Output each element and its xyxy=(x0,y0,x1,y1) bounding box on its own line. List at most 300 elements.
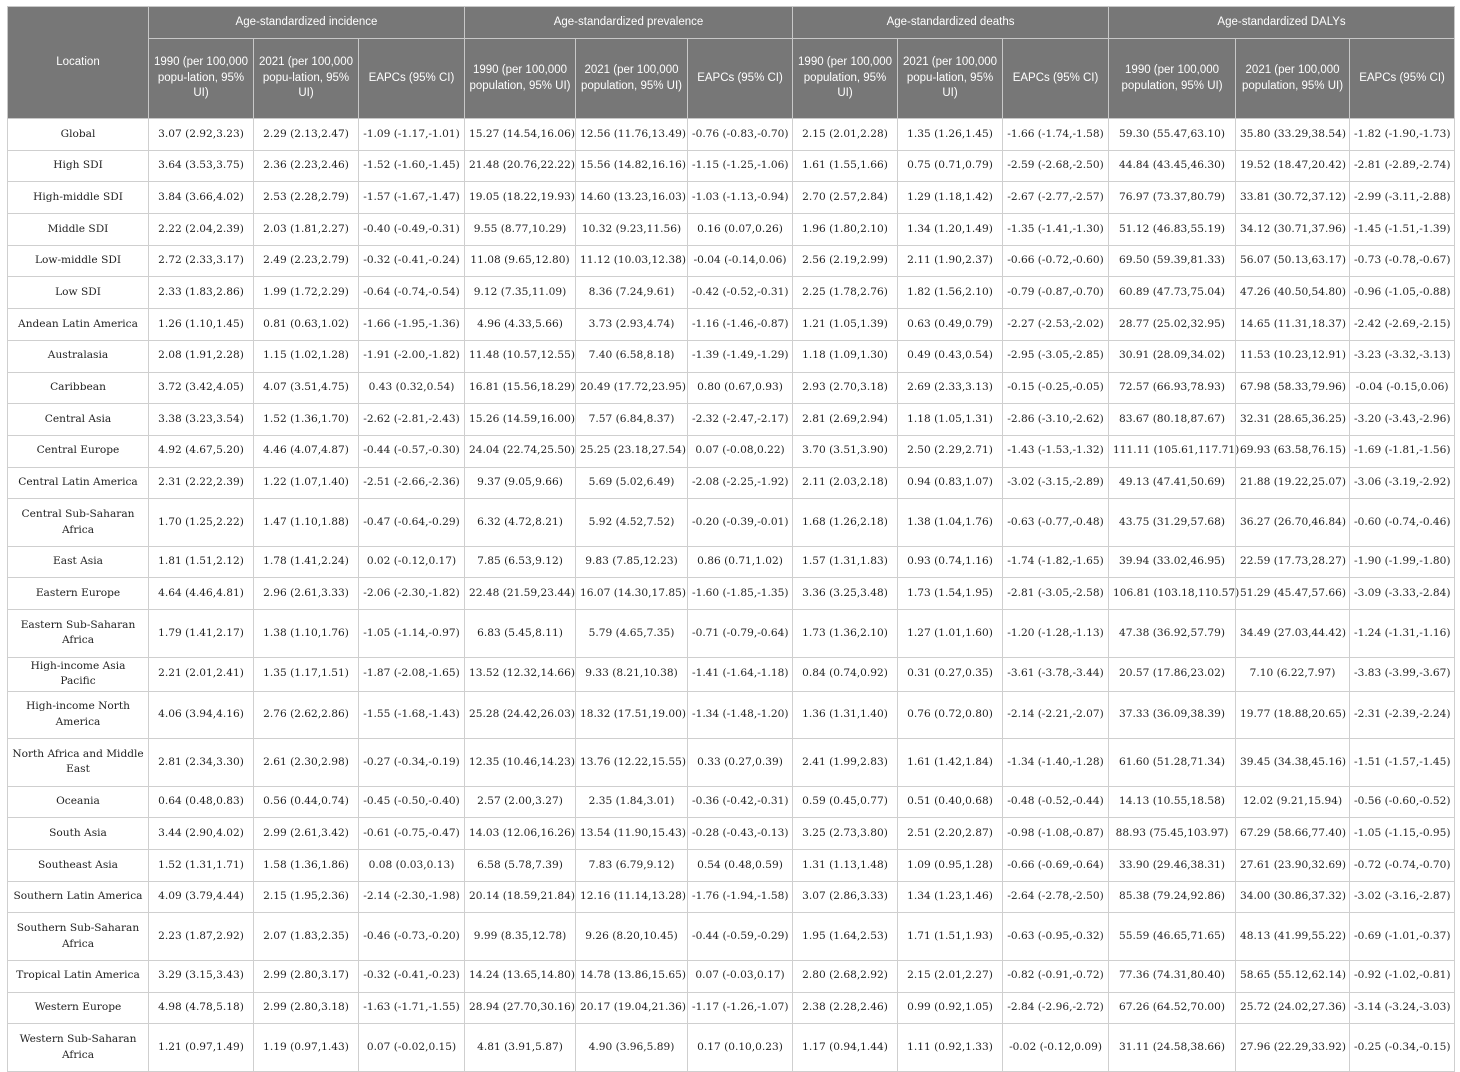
value-cell: 2.81 (2.69,2.94) xyxy=(793,404,898,436)
value-cell: -0.46 (-0.73,-0.20) xyxy=(359,913,465,961)
value-cell: -2.14 (-2.30,-1.98) xyxy=(359,881,465,913)
value-cell: 1.11 (0.92,1.33) xyxy=(898,1024,1003,1072)
table-row xyxy=(8,992,1455,1024)
value-cell: 3.70 (3.51,3.90) xyxy=(793,435,898,467)
value-cell: 39.94 (33.02,46.95) xyxy=(1109,546,1236,578)
value-cell: -0.20 (-0.39,-0.01) xyxy=(688,499,793,547)
value-cell: 14.65 (11.31,18.37) xyxy=(1236,309,1350,341)
value-cell: 1.35 (1.17,1.51) xyxy=(254,657,359,691)
value-cell: 1.71 (1.51,1.93) xyxy=(898,913,1003,961)
value-cell: 18.32 (17.51,19.00) xyxy=(576,691,688,739)
value-cell: 67.26 (64.52,70.00) xyxy=(1109,992,1236,1024)
value-cell: 14.60 (13.23,16.03) xyxy=(576,182,688,214)
value-cell: 2.31 (2.22,2.39) xyxy=(149,467,254,499)
value-cell: 12.35 (10.46,14.23) xyxy=(465,739,576,787)
table-body xyxy=(8,119,1455,1072)
value-cell: 30.91 (28.09,34.02) xyxy=(1109,340,1236,372)
value-cell: -2.81 (-3.05,-2.58) xyxy=(1003,578,1109,610)
value-cell: 6.32 (4.72,8.21) xyxy=(465,499,576,547)
value-cell: 0.76 (0.72,0.80) xyxy=(898,691,1003,739)
value-cell: 111.11 (105.61,117.71) xyxy=(1109,435,1236,467)
value-cell: 2.21 (2.01,2.41) xyxy=(149,657,254,691)
value-cell: 1.35 (1.26,1.45) xyxy=(898,119,1003,151)
value-cell: -0.79 (-0.87,-0.70) xyxy=(1003,277,1109,309)
value-cell: -1.87 (-2.08,-1.65) xyxy=(359,657,465,691)
value-cell: 2.69 (2.33,3.13) xyxy=(898,372,1003,404)
table-row xyxy=(8,277,1455,309)
value-cell: 3.73 (2.93,4.74) xyxy=(576,309,688,341)
value-cell: -1.39 (-1.49,-1.29) xyxy=(688,340,793,372)
value-cell: 2.36 (2.23,2.46) xyxy=(254,150,359,182)
table-row xyxy=(8,214,1455,246)
value-cell: 2.51 (2.20,2.87) xyxy=(898,818,1003,850)
value-cell: 1.34 (1.20,1.49) xyxy=(898,214,1003,246)
value-cell: 2.57 (2.00,3.27) xyxy=(465,786,576,818)
value-cell: 0.07 (-0.03,0.17) xyxy=(688,960,793,992)
table-row xyxy=(8,657,1455,691)
value-cell: 1.52 (1.31,1.71) xyxy=(149,850,254,882)
value-cell: 0.59 (0.45,0.77) xyxy=(793,786,898,818)
value-cell: -2.62 (-2.81,-2.43) xyxy=(359,404,465,436)
table-row xyxy=(8,435,1455,467)
value-cell: 0.84 (0.74,0.92) xyxy=(793,657,898,691)
value-cell: 85.38 (79.24,92.86) xyxy=(1109,881,1236,913)
table-row xyxy=(8,786,1455,818)
table-row xyxy=(8,881,1455,913)
value-cell: 0.80 (0.67,0.93) xyxy=(688,372,793,404)
value-cell: 14.78 (13.86,15.65) xyxy=(576,960,688,992)
value-cell: -1.03 (-1.13,-0.94) xyxy=(688,182,793,214)
value-cell: 2.38 (2.28,2.46) xyxy=(793,992,898,1024)
value-cell: 1.70 (1.25,2.22) xyxy=(149,499,254,547)
value-cell: -1.66 (-1.74,-1.58) xyxy=(1003,119,1109,151)
table-row xyxy=(8,499,1455,547)
value-cell: -1.34 (-1.48,-1.20) xyxy=(688,691,793,739)
value-cell: 3.84 (3.66,4.02) xyxy=(149,182,254,214)
value-cell: 2.70 (2.57,2.84) xyxy=(793,182,898,214)
value-cell: 28.94 (27.70,30.16) xyxy=(465,992,576,1024)
value-cell: 7.85 (6.53,9.12) xyxy=(465,546,576,578)
value-cell: 19.52 (18.47,20.42) xyxy=(1236,150,1350,182)
column-header: 1990 (per 100,000 population, 95% UI) xyxy=(465,39,576,119)
data-table xyxy=(7,6,1455,1072)
location-cell: Low SDI xyxy=(8,277,149,309)
value-cell: 0.17 (0.10,0.23) xyxy=(688,1024,793,1072)
value-cell: 27.96 (22.29,33.92) xyxy=(1236,1024,1350,1072)
value-cell: 9.99 (8.35,12.78) xyxy=(465,913,576,961)
table-row xyxy=(8,309,1455,341)
value-cell: 4.64 (4.46,4.81) xyxy=(149,578,254,610)
value-cell: 32.31 (28.65,36.25) xyxy=(1236,404,1350,436)
value-cell: -1.63 (-1.71,-1.55) xyxy=(359,992,465,1024)
value-cell: 14.03 (12.06,16.26) xyxy=(465,818,576,850)
value-cell: -1.15 (-1.25,-1.06) xyxy=(688,150,793,182)
value-cell: 4.81 (3.91,5.87) xyxy=(465,1024,576,1072)
value-cell: 77.36 (74.31,80.40) xyxy=(1109,960,1236,992)
table-row xyxy=(8,372,1455,404)
column-header: EAPCs (95% CI) xyxy=(1350,39,1455,119)
table-row xyxy=(8,739,1455,787)
value-cell: 0.86 (0.71,1.02) xyxy=(688,546,793,578)
location-cell: Tropical Latin America xyxy=(8,960,149,992)
location-cell: North Africa and Middle East xyxy=(8,739,149,787)
value-cell: -0.92 (-1.02,-0.81) xyxy=(1350,960,1455,992)
value-cell: 2.03 (1.81,2.27) xyxy=(254,214,359,246)
location-cell: South Asia xyxy=(8,818,149,850)
table-row xyxy=(8,960,1455,992)
value-cell: 7.57 (6.84,8.37) xyxy=(576,404,688,436)
location-cell: Eastern Sub-Saharan Africa xyxy=(8,610,149,658)
value-cell: 58.65 (55.12,62.14) xyxy=(1236,960,1350,992)
value-cell: 7.83 (6.79,9.12) xyxy=(576,850,688,882)
value-cell: -0.66 (-0.69,-0.64) xyxy=(1003,850,1109,882)
value-cell: 34.12 (30.71,37.96) xyxy=(1236,214,1350,246)
value-cell: -0.63 (-0.95,-0.32) xyxy=(1003,913,1109,961)
value-cell: -2.51 (-2.66,-2.36) xyxy=(359,467,465,499)
value-cell: 0.56 (0.44,0.74) xyxy=(254,786,359,818)
value-cell: 34.49 (27.03,44.42) xyxy=(1236,610,1350,658)
value-cell: 88.93 (75.45,103.97) xyxy=(1109,818,1236,850)
value-cell: -0.63 (-0.77,-0.48) xyxy=(1003,499,1109,547)
value-cell: 61.60 (51.28,71.34) xyxy=(1109,739,1236,787)
value-cell: 69.93 (63.58,76.15) xyxy=(1236,435,1350,467)
value-cell: 12.16 (11.14,13.28) xyxy=(576,881,688,913)
value-cell: -3.14 (-3.24,-3.03) xyxy=(1350,992,1455,1024)
value-cell: 1.96 (1.80,2.10) xyxy=(793,214,898,246)
value-cell: -0.42 (-0.52,-0.31) xyxy=(688,277,793,309)
value-cell: 106.81 (103.18,110.57) xyxy=(1109,578,1236,610)
value-cell: 1.61 (1.55,1.66) xyxy=(793,150,898,182)
location-cell: Western Europe xyxy=(8,992,149,1024)
value-cell: -1.90 (-1.99,-1.80) xyxy=(1350,546,1455,578)
value-cell: 1.26 (1.10,1.45) xyxy=(149,309,254,341)
value-cell: -0.32 (-0.41,-0.23) xyxy=(359,960,465,992)
location-cell: Eastern Europe xyxy=(8,578,149,610)
location-cell: Central Asia xyxy=(8,404,149,436)
location-cell: Western Sub-Saharan Africa xyxy=(8,1024,149,1072)
value-cell: 11.48 (10.57,12.55) xyxy=(465,340,576,372)
value-cell: 1.52 (1.36,1.70) xyxy=(254,404,359,436)
value-cell: -1.57 (-1.67,-1.47) xyxy=(359,182,465,214)
value-cell: -2.84 (-2.96,-2.72) xyxy=(1003,992,1109,1024)
value-cell: 2.96 (2.61,3.33) xyxy=(254,578,359,610)
value-cell: -1.05 (-1.14,-0.97) xyxy=(359,610,465,658)
value-cell: 13.54 (11.90,15.43) xyxy=(576,818,688,850)
value-cell: 1.17 (0.94,1.44) xyxy=(793,1024,898,1072)
value-cell: 13.76 (12.22,15.55) xyxy=(576,739,688,787)
table-row xyxy=(8,818,1455,850)
table-row xyxy=(8,340,1455,372)
value-cell: 22.59 (17.73,28.27) xyxy=(1236,546,1350,578)
value-cell: 15.56 (14.82,16.16) xyxy=(576,150,688,182)
value-cell: -3.02 (-3.16,-2.87) xyxy=(1350,881,1455,913)
value-cell: 0.94 (0.83,1.07) xyxy=(898,467,1003,499)
value-cell: -1.51 (-1.57,-1.45) xyxy=(1350,739,1455,787)
value-cell: 1.29 (1.18,1.42) xyxy=(898,182,1003,214)
table-row xyxy=(8,119,1455,151)
value-cell: -0.04 (-0.15,0.06) xyxy=(1350,372,1455,404)
value-cell: 2.33 (1.83,2.86) xyxy=(149,277,254,309)
value-cell: 9.55 (8.77,10.29) xyxy=(465,214,576,246)
value-cell: 2.80 (2.68,2.92) xyxy=(793,960,898,992)
value-cell: 3.07 (2.86,3.33) xyxy=(793,881,898,913)
value-cell: -1.60 (-1.85,-1.35) xyxy=(688,578,793,610)
value-cell: 2.23 (1.87,2.92) xyxy=(149,913,254,961)
value-cell: 2.99 (2.80,3.17) xyxy=(254,960,359,992)
value-cell: 21.88 (19.22,25.07) xyxy=(1236,467,1350,499)
value-cell: 1.73 (1.36,2.10) xyxy=(793,610,898,658)
value-cell: 4.46 (4.07,4.87) xyxy=(254,435,359,467)
value-cell: -1.35 (-1.41,-1.30) xyxy=(1003,214,1109,246)
value-cell: 2.50 (2.29,2.71) xyxy=(898,435,1003,467)
value-cell: 47.38 (36.92,57.79) xyxy=(1109,610,1236,658)
value-cell: 2.99 (2.61,3.42) xyxy=(254,818,359,850)
value-cell: 69.50 (59.39,81.33) xyxy=(1109,245,1236,277)
value-cell: 3.25 (2.73,3.80) xyxy=(793,818,898,850)
value-cell: 6.58 (5.78,7.39) xyxy=(465,850,576,882)
value-cell: 20.17 (19.04,21.36) xyxy=(576,992,688,1024)
table-row xyxy=(8,467,1455,499)
value-cell: 21.48 (20.76,22.22) xyxy=(465,150,576,182)
column-header: 2021 (per 100,000 population, 95% UI) xyxy=(1236,39,1350,119)
value-cell: 59.30 (55.47,63.10) xyxy=(1109,119,1236,151)
value-cell: 2.72 (2.33,3.17) xyxy=(149,245,254,277)
value-cell: -1.05 (-1.15,-0.95) xyxy=(1350,818,1455,850)
value-cell: -0.60 (-0.74,-0.46) xyxy=(1350,499,1455,547)
value-cell: 60.89 (47.73,75.04) xyxy=(1109,277,1236,309)
value-cell: 34.00 (30.86,37.32) xyxy=(1236,881,1350,913)
value-cell: 9.37 (9.05,9.66) xyxy=(465,467,576,499)
value-cell: 27.61 (23.90,32.69) xyxy=(1236,850,1350,882)
location-cell: High-middle SDI xyxy=(8,182,149,214)
value-cell: 67.29 (58.66,77.40) xyxy=(1236,818,1350,850)
location-cell: Low-middle SDI xyxy=(8,245,149,277)
value-cell: 28.77 (25.02,32.95) xyxy=(1109,309,1236,341)
value-cell: 33.81 (30.72,37.12) xyxy=(1236,182,1350,214)
value-cell: 2.25 (1.78,2.76) xyxy=(793,277,898,309)
value-cell: 1.73 (1.54,1.95) xyxy=(898,578,1003,610)
value-cell: 0.81 (0.63,1.02) xyxy=(254,309,359,341)
value-cell: 0.31 (0.27,0.35) xyxy=(898,657,1003,691)
location-cell: Andean Latin America xyxy=(8,309,149,341)
value-cell: -2.31 (-2.39,-2.24) xyxy=(1350,691,1455,739)
value-cell: 0.49 (0.43,0.54) xyxy=(898,340,1003,372)
value-cell: -1.52 (-1.60,-1.45) xyxy=(359,150,465,182)
value-cell: 15.27 (14.54,16.06) xyxy=(465,119,576,151)
value-cell: 2.22 (2.04,2.39) xyxy=(149,214,254,246)
value-cell: 0.93 (0.74,1.16) xyxy=(898,546,1003,578)
value-cell: 0.54 (0.48,0.59) xyxy=(688,850,793,882)
value-cell: -0.04 (-0.14,0.06) xyxy=(688,245,793,277)
value-cell: 2.11 (2.03,2.18) xyxy=(793,467,898,499)
value-cell: 25.25 (23.18,27.54) xyxy=(576,435,688,467)
value-cell: -0.36 (-0.42,-0.31) xyxy=(688,786,793,818)
table-row xyxy=(8,578,1455,610)
value-cell: 1.82 (1.56,2.10) xyxy=(898,277,1003,309)
value-cell: -1.66 (-1.95,-1.36) xyxy=(359,309,465,341)
value-cell: 2.61 (2.30,2.98) xyxy=(254,739,359,787)
value-cell: -1.20 (-1.28,-1.13) xyxy=(1003,610,1109,658)
value-cell: 0.08 (0.03,0.13) xyxy=(359,850,465,882)
value-cell: 51.29 (45.47,57.66) xyxy=(1236,578,1350,610)
value-cell: 33.90 (29.46,38.31) xyxy=(1109,850,1236,882)
value-cell: -2.27 (-2.53,-2.02) xyxy=(1003,309,1109,341)
value-cell: 1.78 (1.41,2.24) xyxy=(254,546,359,578)
value-cell: 0.63 (0.49,0.79) xyxy=(898,309,1003,341)
value-cell: 20.14 (18.59,21.84) xyxy=(465,881,576,913)
value-cell: 7.10 (6.22,7.97) xyxy=(1236,657,1350,691)
value-cell: 24.04 (22.74,25.50) xyxy=(465,435,576,467)
value-cell: 11.53 (10.23,12.91) xyxy=(1236,340,1350,372)
value-cell: 9.33 (8.21,10.38) xyxy=(576,657,688,691)
table-row xyxy=(8,245,1455,277)
value-cell: -1.82 (-1.90,-1.73) xyxy=(1350,119,1455,151)
value-cell: -0.76 (-0.83,-0.70) xyxy=(688,119,793,151)
value-cell: 7.40 (6.58,8.18) xyxy=(576,340,688,372)
value-cell: 14.13 (10.55,18.58) xyxy=(1109,786,1236,818)
value-cell: 14.24 (13.65,14.80) xyxy=(465,960,576,992)
column-header: EAPCs (95% CI) xyxy=(1003,39,1109,119)
value-cell: 3.38 (3.23,3.54) xyxy=(149,404,254,436)
table-row xyxy=(8,150,1455,182)
value-cell: 1.79 (1.41,2.17) xyxy=(149,610,254,658)
value-cell: -1.74 (-1.82,-1.65) xyxy=(1003,546,1109,578)
value-cell: -0.45 (-0.50,-0.40) xyxy=(359,786,465,818)
value-cell: 1.21 (0.97,1.49) xyxy=(149,1024,254,1072)
value-cell: -3.61 (-3.78,-3.44) xyxy=(1003,657,1109,691)
value-cell: -1.55 (-1.68,-1.43) xyxy=(359,691,465,739)
value-cell: 1.21 (1.05,1.39) xyxy=(793,309,898,341)
value-cell: -1.16 (-1.46,-0.87) xyxy=(688,309,793,341)
table-row xyxy=(8,610,1455,658)
value-cell: -2.81 (-2.89,-2.74) xyxy=(1350,150,1455,182)
column-header: 2021 (per 100,000 popu-lation, 95% UI) xyxy=(254,39,359,119)
location-cell: High SDI xyxy=(8,150,149,182)
value-cell: -0.64 (-0.74,-0.54) xyxy=(359,277,465,309)
value-cell: -0.72 (-0.74,-0.70) xyxy=(1350,850,1455,882)
value-cell: 0.07 (-0.08,0.22) xyxy=(688,435,793,467)
value-cell: 1.61 (1.42,1.84) xyxy=(898,739,1003,787)
value-cell: -0.48 (-0.52,-0.44) xyxy=(1003,786,1109,818)
value-cell: 35.80 (33.29,38.54) xyxy=(1236,119,1350,151)
incidence-group-header: Age-standardized incidence xyxy=(149,7,465,39)
value-cell: 55.59 (46.65,71.65) xyxy=(1109,913,1236,961)
value-cell: -2.67 (-2.77,-2.57) xyxy=(1003,182,1109,214)
value-cell: 3.44 (2.90,4.02) xyxy=(149,818,254,850)
value-cell: -3.02 (-3.15,-2.89) xyxy=(1003,467,1109,499)
value-cell: -2.06 (-2.30,-1.82) xyxy=(359,578,465,610)
value-cell: 19.77 (18.88,20.65) xyxy=(1236,691,1350,739)
dalys-group-header: Age-standardized DALYs xyxy=(1109,7,1455,39)
value-cell: 4.07 (3.51,4.75) xyxy=(254,372,359,404)
value-cell: 4.96 (4.33,5.66) xyxy=(465,309,576,341)
location-cell: Australasia xyxy=(8,340,149,372)
value-cell: 25.28 (24.42,26.03) xyxy=(465,691,576,739)
value-cell: -0.27 (-0.34,-0.19) xyxy=(359,739,465,787)
location-cell: Global xyxy=(8,119,149,151)
value-cell: 31.11 (24.58,38.66) xyxy=(1109,1024,1236,1072)
column-header: EAPCs (95% CI) xyxy=(359,39,465,119)
value-cell: 83.67 (80.18,87.67) xyxy=(1109,404,1236,436)
value-cell: 0.16 (0.07,0.26) xyxy=(688,214,793,246)
value-cell: -2.59 (-2.68,-2.50) xyxy=(1003,150,1109,182)
value-cell: -2.95 (-3.05,-2.85) xyxy=(1003,340,1109,372)
value-cell: -0.61 (-0.75,-0.47) xyxy=(359,818,465,850)
value-cell: 0.64 (0.48,0.83) xyxy=(149,786,254,818)
value-cell: -1.91 (-2.00,-1.82) xyxy=(359,340,465,372)
value-cell: -1.41 (-1.64,-1.18) xyxy=(688,657,793,691)
value-cell: 1.09 (0.95,1.28) xyxy=(898,850,1003,882)
value-cell: 5.69 (5.02,6.49) xyxy=(576,467,688,499)
value-cell: 2.15 (2.01,2.27) xyxy=(898,960,1003,992)
value-cell: 36.27 (26.70,46.84) xyxy=(1236,499,1350,547)
value-cell: -1.24 (-1.31,-1.16) xyxy=(1350,610,1455,658)
value-cell: 1.19 (0.97,1.43) xyxy=(254,1024,359,1072)
value-cell: 76.97 (73.37,80.79) xyxy=(1109,182,1236,214)
value-cell: -0.98 (-1.08,-0.87) xyxy=(1003,818,1109,850)
value-cell: -3.09 (-3.33,-2.84) xyxy=(1350,578,1455,610)
value-cell: 4.92 (4.67,5.20) xyxy=(149,435,254,467)
value-cell: -2.86 (-3.10,-2.62) xyxy=(1003,404,1109,436)
location-cell: Southeast Asia xyxy=(8,850,149,882)
value-cell: 16.81 (15.56,18.29) xyxy=(465,372,576,404)
value-cell: -0.40 (-0.49,-0.31) xyxy=(359,214,465,246)
value-cell: -0.47 (-0.64,-0.29) xyxy=(359,499,465,547)
location-cell: Central Sub-Saharan Africa xyxy=(8,499,149,547)
value-cell: 19.05 (18.22,19.93) xyxy=(465,182,576,214)
value-cell: 5.79 (4.65,7.35) xyxy=(576,610,688,658)
value-cell: -0.66 (-0.72,-0.60) xyxy=(1003,245,1109,277)
deaths-group-header: Age-standardized deaths xyxy=(793,7,1109,39)
table-row xyxy=(8,404,1455,436)
value-cell: 1.31 (1.13,1.48) xyxy=(793,850,898,882)
value-cell: -2.14 (-2.21,-2.07) xyxy=(1003,691,1109,739)
value-cell: 39.45 (34.38,45.16) xyxy=(1236,739,1350,787)
value-cell: 43.75 (31.29,57.68) xyxy=(1109,499,1236,547)
value-cell: -3.23 (-3.32,-3.13) xyxy=(1350,340,1455,372)
value-cell: 12.56 (11.76,13.49) xyxy=(576,119,688,151)
value-cell: -0.96 (-1.05,-0.88) xyxy=(1350,277,1455,309)
table-row xyxy=(8,913,1455,961)
value-cell: 16.07 (14.30,17.85) xyxy=(576,578,688,610)
value-cell: 51.12 (46.83,55.19) xyxy=(1109,214,1236,246)
value-cell: 3.07 (2.92,3.23) xyxy=(149,119,254,151)
value-cell: 2.56 (2.19,2.99) xyxy=(793,245,898,277)
value-cell: -2.32 (-2.47,-2.17) xyxy=(688,404,793,436)
value-cell: 2.15 (1.95,2.36) xyxy=(254,881,359,913)
value-cell: 47.26 (40.50,54.80) xyxy=(1236,277,1350,309)
value-cell: 1.47 (1.10,1.88) xyxy=(254,499,359,547)
value-cell: 67.98 (58.33,79.96) xyxy=(1236,372,1350,404)
value-cell: 2.99 (2.80,3.18) xyxy=(254,992,359,1024)
value-cell: -0.56 (-0.60,-0.52) xyxy=(1350,786,1455,818)
value-cell: 1.68 (1.26,2.18) xyxy=(793,499,898,547)
value-cell: 5.92 (4.52,7.52) xyxy=(576,499,688,547)
column-header: 1990 (per 100,000 popu-lation, 95% UI) xyxy=(149,39,254,119)
value-cell: -0.25 (-0.34,-0.15) xyxy=(1350,1024,1455,1072)
value-cell: 56.07 (50.13,63.17) xyxy=(1236,245,1350,277)
value-cell: 1.57 (1.31,1.83) xyxy=(793,546,898,578)
value-cell: 1.36 (1.31,1.40) xyxy=(793,691,898,739)
value-cell: 6.83 (5.45,8.11) xyxy=(465,610,576,658)
value-cell: 0.02 (-0.12,0.17) xyxy=(359,546,465,578)
value-cell: 3.29 (3.15,3.43) xyxy=(149,960,254,992)
value-cell: 0.75 (0.71,0.79) xyxy=(898,150,1003,182)
value-cell: -0.73 (-0.78,-0.67) xyxy=(1350,245,1455,277)
table-row xyxy=(8,182,1455,214)
value-cell: 4.06 (3.94,4.16) xyxy=(149,691,254,739)
value-cell: -0.44 (-0.59,-0.29) xyxy=(688,913,793,961)
